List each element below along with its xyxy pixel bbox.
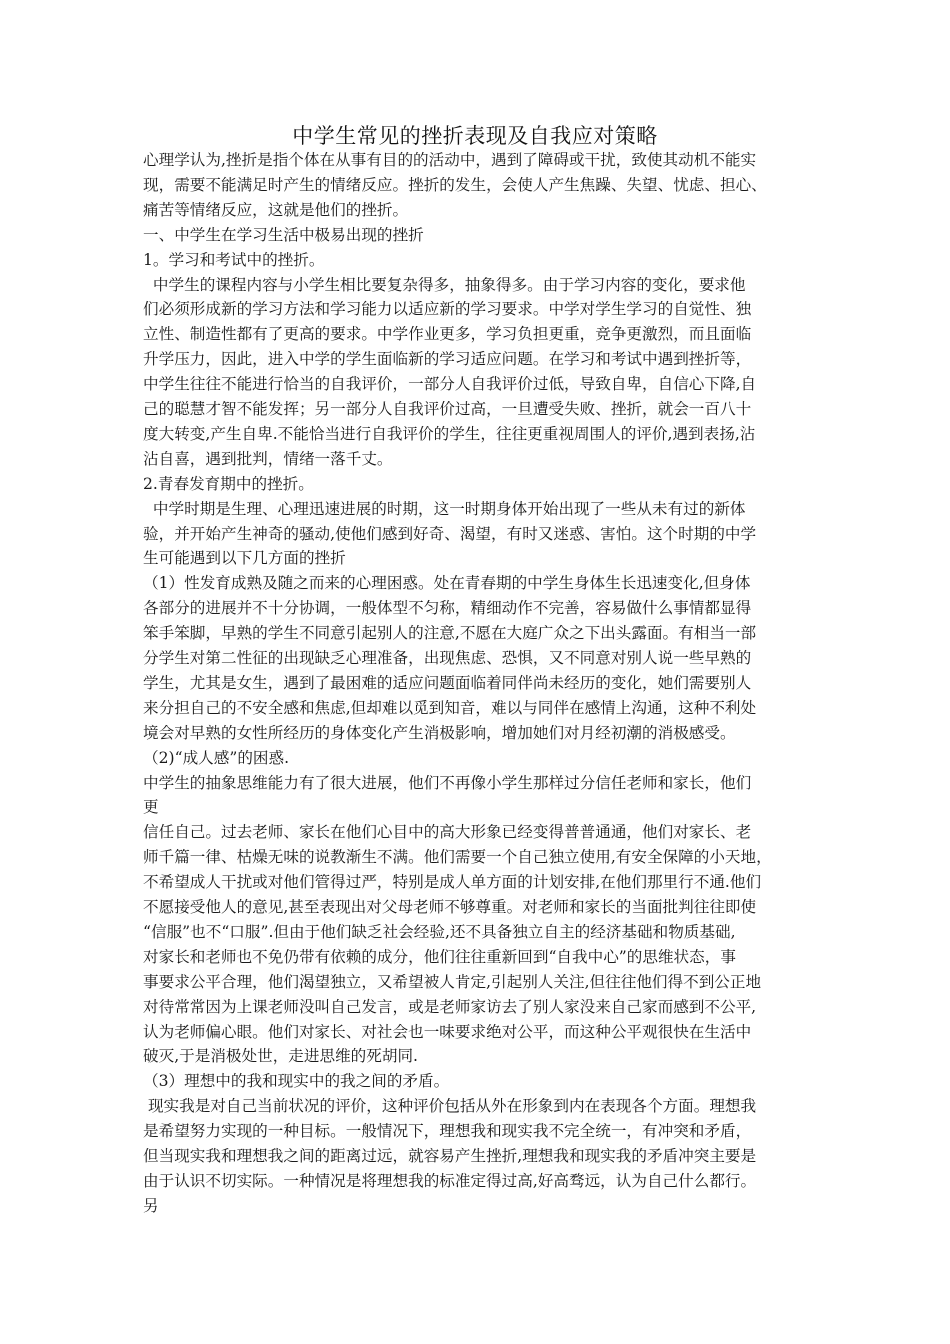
paragraph-line: 来分担自己的不安全感和焦虑,但却难以觅到知音，难以与同伴在感情上沟通，这种不利处	[143, 698, 757, 717]
paragraph-line: 度大转变,产生自卑.不能恰当进行自我评价的学生，往往更重视周围人的评价,遇到表扬,沾	[143, 424, 756, 443]
paragraph-line: （2)“成人感”的困惑.	[143, 748, 290, 767]
paragraph-line: 2.青春发育期中的挫折。	[143, 474, 314, 493]
paragraph-line: 由于认识不切实际。一种情况是将理想我的标准定得过高,好高骛远，认为自己什么都行。	[143, 1171, 757, 1190]
paragraph-line: 中学生的抽象思维能力有了很大进展，他们不再像小学生那样过分信任老师和家长，他们	[143, 773, 752, 792]
paragraph-line: 一、中学生在学习生活中极易出现的挫折	[143, 225, 424, 244]
paragraph-line: 痛苦等情绪反应，这就是他们的挫折。	[143, 200, 409, 219]
paragraph-line: 中学时期是生理、心理迅速进展的时期，这一时期身体开始出现了一些从未有过的新体	[143, 499, 746, 518]
document-title: 中学生常见的挫折表现及自我应对策略	[292, 124, 658, 148]
paragraph-line: 信任自己。过去老师、家长在他们心目中的高大形象已经变得普普通通，他们对家长、老	[143, 823, 752, 842]
paragraph-line: 事要求公平合理，他们渴望独立，又希望被人肯定,引起别人关注,但往往他们得不到公正地	[143, 972, 762, 991]
paragraph-line: 立性、制造性都有了更高的要求。中学作业更多，学习负担更重，竞争更激烈，而且面临	[143, 325, 752, 344]
paragraph-line: 生可能遇到以下几方面的挫折	[143, 549, 346, 568]
paragraph-line: 1。学习和考试中的挫折。	[143, 250, 325, 269]
paragraph-line: 不愿接受他人的意见,甚至表现出对父母老师不够尊重。对老师和家长的当面批判往往即使	[143, 898, 757, 916]
paragraph-line: 己的聪慧才智不能发挥；另一部分人自我评价过高，一旦遭受失败、挫折，就会一百八十	[143, 400, 752, 418]
paragraph-line: 学生，尤其是女生，遇到了最困难的适应问题面临着同伴尚未经历的变化，她们需要别人	[143, 673, 752, 692]
paragraph-line: 更	[143, 798, 159, 817]
paragraph-line: 不希望成人干扰或对他们管得过严，特别是成人单方面的计划安排,在他们那里行不通.他们	[143, 873, 762, 892]
paragraph-line: 境会对早熟的女性所经历的身体变化产生消极影响，增加她们对月经初潮的消极感受。	[143, 723, 736, 742]
paragraph-line: 中学生往往不能进行恰当的自我评价，一部分人自我评价过低，导致自卑，自信心下降,自	[143, 375, 757, 394]
paragraph-line: 现实我是对自己当前状况的评价，这种评价包括从外在形象到内在表现各个方面。理想我	[143, 1097, 757, 1116]
paragraph-line: 对家长和老师也不免仍带有依赖的成分，他们往往重新回到“自我中心”的思维状态，事	[143, 947, 736, 966]
paragraph-line: 现，需要不能满足时产生的情绪反应。挫折的发生，会使人产生焦躁、失望、忧虑、担心、	[143, 175, 767, 194]
paragraph-line: 是希望努力实现的一种目标。一般情况下，理想我和现实我不完全统一，有冲突和矛盾，	[143, 1122, 752, 1141]
paragraph-line: 心理学认为,挫折是指个体在从事有目的的活动中，遇到了障碍或干扰，致使其动机不能实	[143, 151, 757, 169]
paragraph-line: 笨手笨脚，早熟的学生不同意引起别人的注意,不愿在大庭广众之下出头露面。有相当一部	[143, 624, 757, 643]
paragraph-line: 升学压力，因此，进入中学的学生面临新的学习适应问题。在学习和考试中遇到挫折等，	[143, 350, 752, 369]
paragraph-line: 验，并开始产生神奇的骚动,使他们感到好奇、渴望，有时又迷惑、害怕。这个时期的中学	[143, 524, 757, 543]
paragraph-line: （3）理想中的我和现实中的我之间的矛盾。	[143, 1072, 450, 1091]
paragraph-line: 对待常常因为上课老师没叫自己发言，或是老师家访去了别人家没来自己家而感到不公平,	[143, 997, 757, 1016]
paragraph-line: 破灭,于是消极处世，走进思维的死胡同.	[143, 1047, 419, 1066]
paragraph-line: 沾自喜，遇到批判，情绪一落千丈。	[143, 449, 393, 468]
paragraph-line: 们必须形成新的学习方法和学习能力以适应新的学习要求。中学对学生学习的自觉性、独	[143, 300, 752, 319]
paragraph-line: （1）性发育成熟及随之而来的心理困惑。处在青春期的中学生身体生长迅速变化,但身体	[143, 574, 751, 593]
paragraph-line: 认为老师偏心眼。他们对家长、对社会也一味要求绝对公平，而这种公平观很快在生活中	[143, 1022, 752, 1041]
paragraph-line: 各部分的进展并不十分协调，一般体型不匀称，精细动作不完善，容易做什么事情都显得	[143, 599, 752, 618]
paragraph-line: 中学生的课程内容与小学生相比要复杂得多，抽象得多。由于学习内容的变化，要求他	[143, 275, 746, 294]
paragraph-line: 师千篇一律、枯燥无味的说教渐生不满。他们需要一个自己独立使用,有安全保障的小天地，	[143, 848, 772, 867]
paragraph-line: 另	[143, 1196, 159, 1215]
paragraph-line: “信服”也不“口服”.但由于他们缺乏社会经验,还不具备独立自主的经济基础和物质基础,	[143, 922, 736, 941]
paragraph-line: 分学生对第二性征的出现缺乏心理准备，出现焦虑、恐惧，又不同意对别人说一些早熟的	[143, 649, 752, 667]
paragraph-line: 但当现实我和理想我之间的距离过远，就容易产生挫折,理想我和现实我的矛盾冲突主要是	[143, 1147, 757, 1165]
